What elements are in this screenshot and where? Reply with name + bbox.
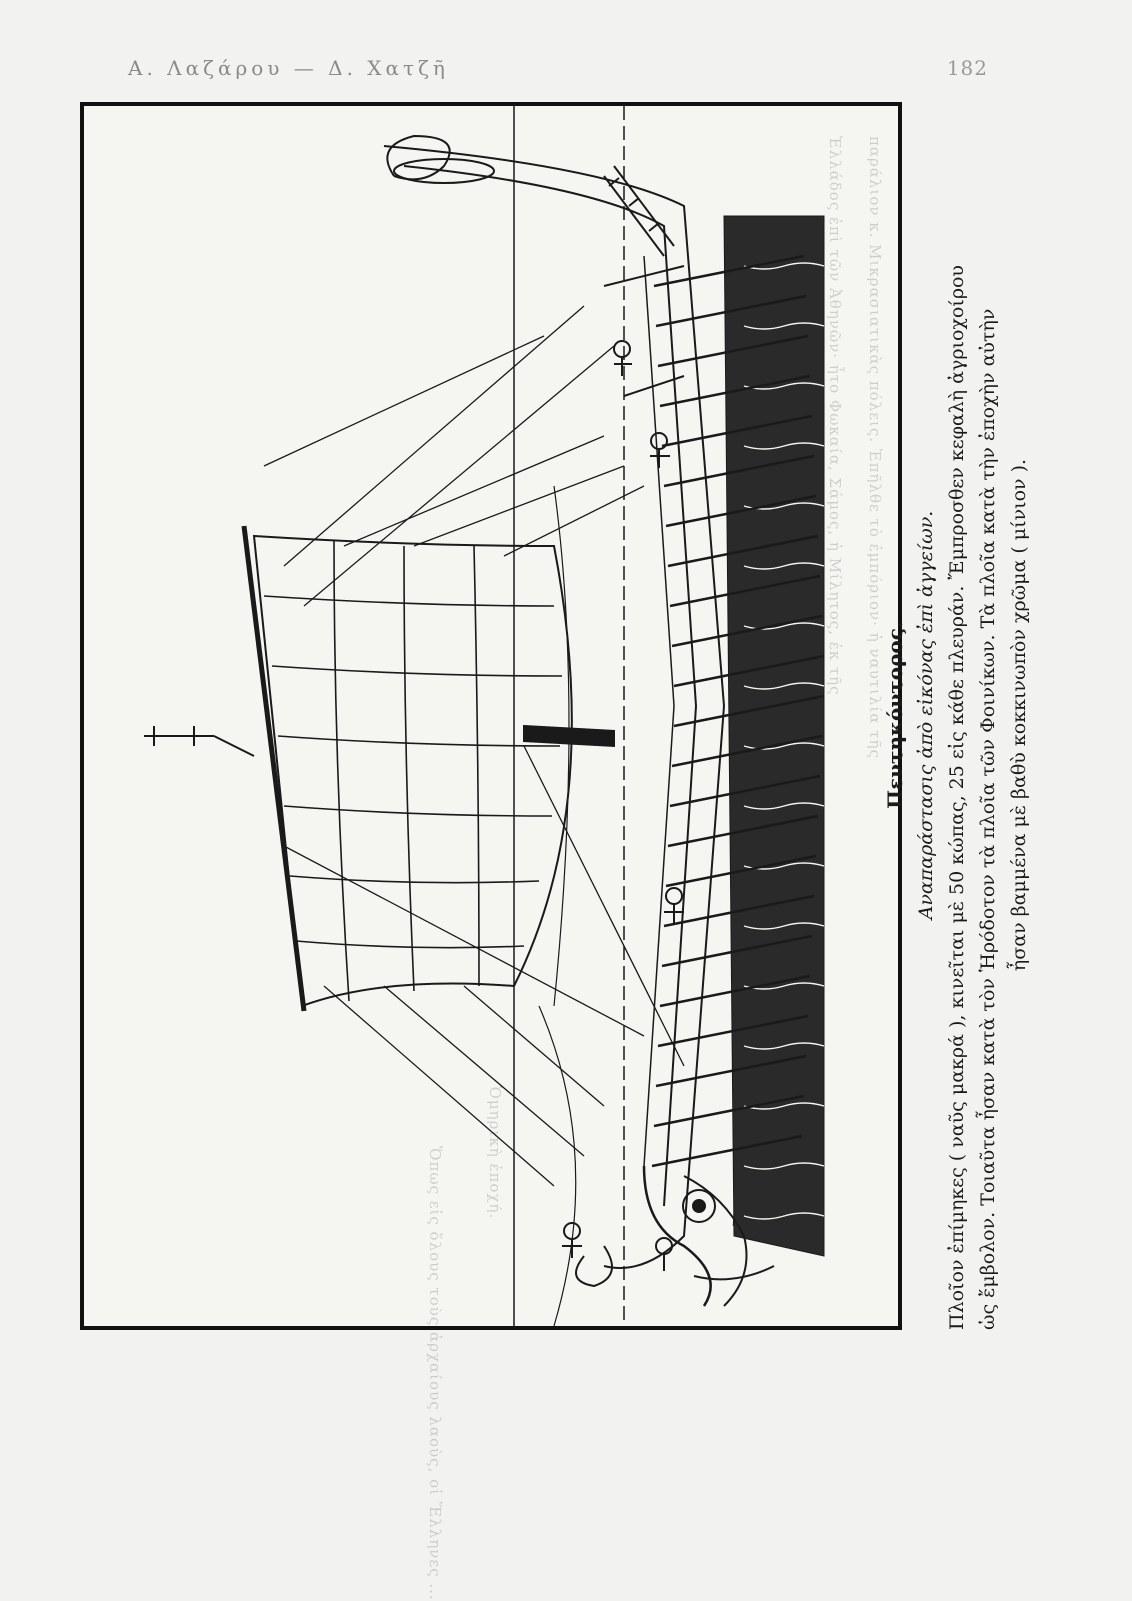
bleed-through-line: παράλιον κ. Μικρασιατικὰς πόλεις. Ἐπῆλθε τὸ ἐμπόριον· ἡ ναυτιλία τῆς bbox=[866, 136, 884, 759]
figure-caption bbox=[880, 100, 1035, 1330]
running-header bbox=[128, 56, 988, 80]
page-number: 182 bbox=[946, 56, 988, 80]
caption-line: ὡς ἔμβολον. Τοιαῦτα ἦσαν κατὰ τὸν Ἡρόδοτον τὰ πλοῖα τῶν Φοινίκων. Τὰ πλοῖα κατὰ τὴν ἐποχὴν αὐτὴν bbox=[977, 308, 999, 1330]
bleed-through-line: Ὁμηρικὴ ἐποχή. bbox=[486, 1086, 504, 1220]
caption-subtitle: Αναπαράστασις ἀπὸ εἰκόνας ἐπὶ ἀγγείων. bbox=[915, 510, 937, 920]
caption-line: ἦσαν βαμμένα μὲ βαθὺ κοκκινωπὸν χρῶμα ( μίνιον ). bbox=[1008, 458, 1030, 972]
bleed-through-line: Ὅπως εἰς ὅλους τοὺς ἀρχαίους λαοὺς, οἱ Ἕλληνες ... bbox=[426, 1146, 444, 1601]
penteconter-illustration bbox=[84, 106, 898, 1326]
caption-line: Πλοῖον ἐπίμηκες ( ναῦς μακρά ), κινεῖται μὲ 50 κώπας, 25 εἰς κάθε πλευράν. Ἔμπροσθεν κεφαλὴ ἀγριοχοίρου bbox=[946, 265, 968, 1330]
figure-frame bbox=[80, 102, 902, 1601]
running-head-title: Α. Λαζάρου — Δ. Χατζῆ bbox=[128, 56, 449, 80]
bleed-through-line: Ἑλλάδος ἐπὶ τῶν Ἀθηνῶν· ἦτο Φωκαία, Σάμος, ἡ Μίλητος, ἐκ τῆς bbox=[826, 136, 844, 696]
caption-title: Πεντηκόντορος. bbox=[883, 621, 907, 809]
